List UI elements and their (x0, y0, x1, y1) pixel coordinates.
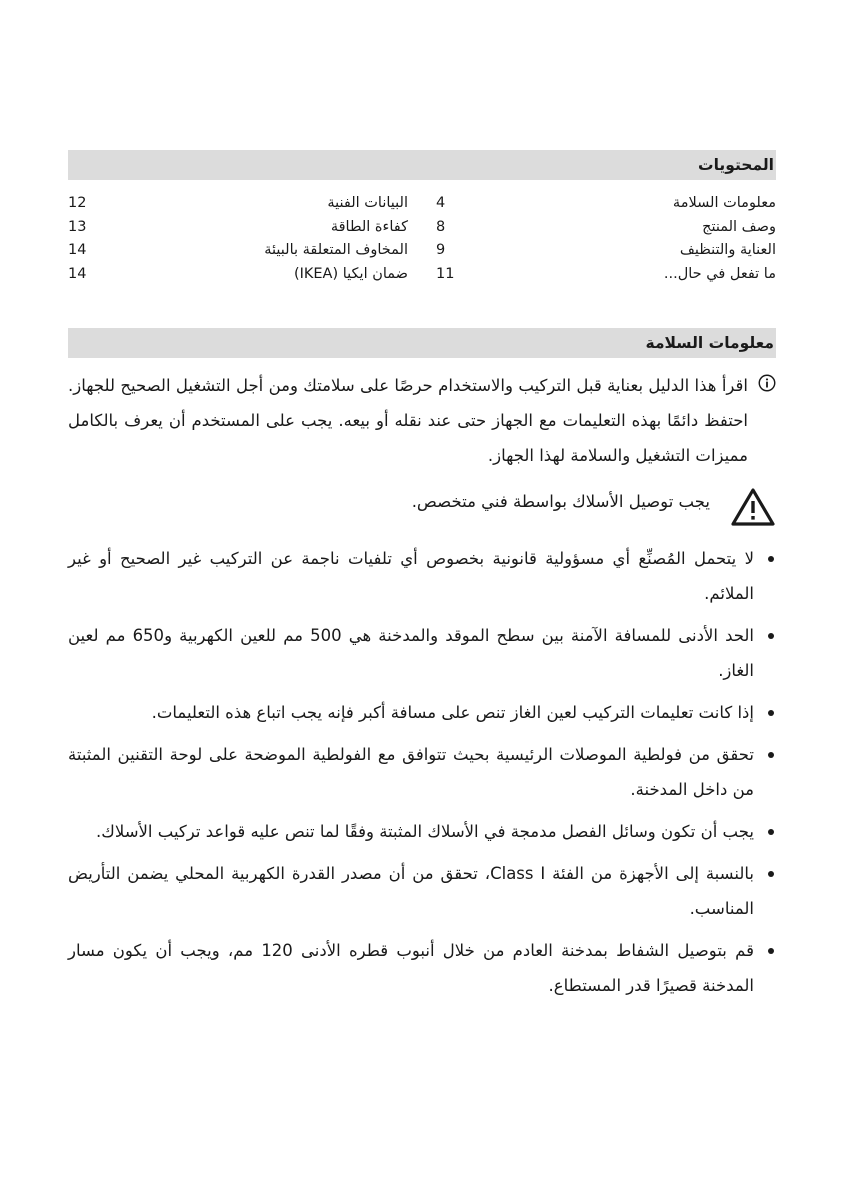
list-item (68, 541, 776, 611)
info-icon (758, 374, 776, 392)
bullet-text: قم بتوصيل الشفاط بمدخنة العادم من خلال أنبوب قطره الأدنى 120 مم، ويجب أن يكون مسار المدخنة قصيرًا قدر المستطاع. (68, 941, 754, 995)
bullet-text: إذا كانت تعليمات التركيب لعين الغاز تنص على مسافة أكبر فإنه يجب اتباع هذه التعليمات. (151, 703, 754, 722)
toc-entry-title[interactable]: ما تفعل في حال... (663, 265, 776, 282)
toc-entry-title[interactable]: كفاءة الطاقة (330, 218, 408, 235)
toc-entry-title[interactable]: ضمان ايكيا (IKEA) (293, 265, 408, 282)
safety-header (68, 328, 776, 358)
safety-title: معلومات السلامة (645, 334, 774, 352)
bullet-text: لا يتحمل المُصنِّع أي مسؤولية قانونية بخصوص أي تلفيات ناجمة عن التركيب غير الصحيح أو غير الملائم. (68, 549, 754, 603)
table-of-contents (68, 192, 776, 288)
wiring-warning (68, 487, 776, 527)
toc-entry-page: 9 (436, 242, 446, 258)
toc-right-titles (508, 192, 776, 286)
contents-title: المحتويات (698, 156, 774, 174)
warning-icon (730, 487, 776, 527)
safety-bullet-list (68, 541, 776, 1003)
bullet-dot (768, 871, 774, 877)
toc-entry-title[interactable]: وصف المنتج (702, 218, 776, 235)
toc-right-pages (436, 192, 476, 286)
list-item (68, 856, 776, 926)
toc-entry-page: 13 (68, 218, 87, 235)
toc-entry-page: 8 (436, 218, 446, 235)
bullet-text: تحقق من فولطية الموصلات الرئيسية بحيث تتوافق مع الفولطية الموضحة على لوحة التقنين المثبتة من داخل المدخنة. (68, 745, 754, 799)
toc-entry-page: 4 (436, 195, 446, 211)
bullet-text: يجب أن تكون وسائل الفصل مدمجة في الأسلاك المثبتة وفقًا لما تنص عليه قواعد تركيب الأسلاك. (96, 822, 754, 841)
manual-page (68, 150, 776, 1010)
toc-entry-title[interactable]: البيانات الفنية (327, 195, 408, 211)
contents-header (68, 150, 776, 180)
bullet-text: الحد الأدنى للمسافة الآمنة بين سطح الموقد والمدخنة هي 500 مم للعين الكهربية و650 مم لعين الغاز. (68, 626, 754, 680)
list-item (68, 933, 776, 1003)
toc-entry-title[interactable]: العناية والتنظيف (679, 242, 776, 258)
bullet-dot (768, 829, 774, 835)
bullet-dot (768, 752, 774, 758)
toc-left-titles (198, 192, 408, 286)
intro-text: اقرأ هذا الدليل بعناية قبل التركيب والاستخدام حرصًا على سلامتك ومن أجل التشغيل الصحيح للجهاز. احتفظ دائمًا بهذه التعليمات مع الجهاز حتى عند نقله أو بيعه. يجب على المستخدم أن يعرف بالكامل مميزات التشغيل والسلامة لهذا الجهاز. (68, 376, 748, 465)
list-item (68, 737, 776, 807)
safety-intro (68, 368, 776, 473)
toc-entry-page: 14 (68, 242, 87, 258)
warning-text: يجب توصيل الأسلاك بواسطة فني متخصص. (411, 492, 710, 511)
toc-left-pages (68, 192, 108, 286)
toc-entry-title[interactable]: معلومات السلامة (672, 195, 776, 211)
bullet-dot (768, 556, 774, 562)
bullet-text: بالنسبة إلى الأجهزة من الفئة Class I، تحقق من أن مصدر القدرة الكهربية المحلي يضمن التأريض المناسب. (68, 864, 754, 918)
list-item (68, 814, 776, 849)
toc-entry-page: 11 (436, 265, 455, 282)
bullet-dot (768, 633, 774, 639)
bullet-dot (768, 710, 774, 716)
toc-entry-title[interactable]: المخاوف المتعلقة بالبيئة (264, 242, 408, 258)
bullet-dot (768, 948, 774, 954)
toc-entry-page: 12 (68, 195, 87, 211)
list-item (68, 695, 776, 730)
list-item (68, 618, 776, 688)
toc-entry-page: 14 (68, 265, 87, 282)
